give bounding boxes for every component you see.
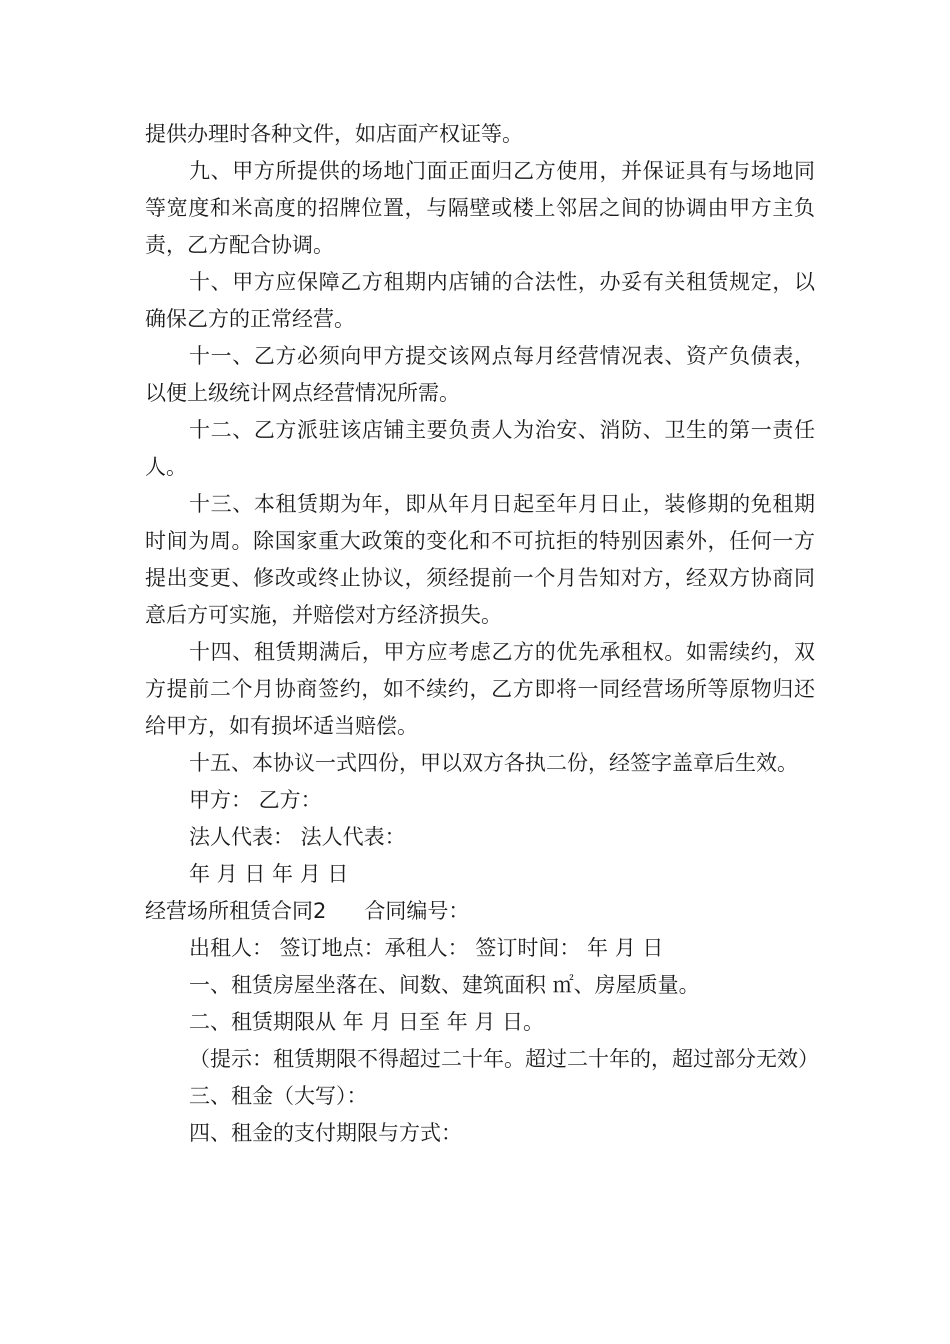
- paragraph-clause-9: 九、甲方所提供的场地门面正面归乙方使用，并保证具有与场地同等宽度和米高度的招牌位置，与隔壁或楼上邻居之间的协调由甲方主负责，乙方配合协调。: [145, 159, 815, 257]
- signature-dates: 年 月 日 年 月 日: [189, 862, 349, 886]
- signature-parties: 甲方： 乙方：: [189, 788, 322, 812]
- contract2-clause-3: 三、租金（大写）：: [189, 1084, 368, 1108]
- document-page: [145, 116, 819, 1152]
- paragraph-clause-10: 十、甲方应保障乙方租期内店铺的合法性，办妥有关租赁规定，以确保乙方的正常经营。: [145, 270, 815, 331]
- paragraph-1: 提供办理时各种文件，如店面产权证等。: [145, 122, 523, 146]
- paragraph-clause-14: 十四、租赁期满后，甲方应考虑乙方的优先承租权。如需续约，双方提前二个月协商签约，如不续约，乙方即将一同经营场所等原物归还给甲方，如有损坏适当赔偿。: [145, 640, 815, 738]
- contract2-clause-1: 一、租赁房屋坐落在、间数、建筑面积 ㎡、房屋质量。: [189, 973, 700, 997]
- paragraph-clause-11: 十一、乙方必须向甲方提交该网点每月经营情况表、资产负债表，以便上级统计网点经营情况所需。: [145, 344, 815, 405]
- paragraph-clause-15: 十五、本协议一式四份，甲以双方各执二份，经签字盖章后生效。: [189, 751, 798, 775]
- paragraph-clause-13: 十三、本租赁期为年，即从年月日起至年月日止，装修期的免租期时间为周。除国家重大政策的变化和不可抗拒的特别因素外，任何一方提出变更、修改或终止协议，须经提前一个月告知对方，经双方协商同意后方可实施，并赔偿对方经济损失。: [145, 492, 815, 627]
- signature-representatives: 法人代表： 法人代表：: [189, 825, 406, 849]
- contract2-heading: [145, 893, 815, 930]
- contract2-number-label: 合同编号：: [364, 899, 470, 923]
- paragraph-clause-12: 十二、乙方派驻该店铺主要负责人为治安、消防、卫生的第一责任人。: [145, 418, 815, 479]
- contract2-note: （提示：租赁期限不得超过二十年。超过二十年的，超过部分无效）: [189, 1047, 819, 1071]
- contract2-clause-2: 二、租赁期限从 年 月 日至 年 月 日。: [189, 1010, 545, 1034]
- contract2-title: 经营场所租赁合同2: [145, 899, 327, 923]
- contract2-clause-4: 四、租金的支付期限与方式：: [189, 1121, 462, 1145]
- contract2-parties: 出租人： 签订地点：承租人： 签订时间： 年 月 日: [189, 936, 664, 960]
